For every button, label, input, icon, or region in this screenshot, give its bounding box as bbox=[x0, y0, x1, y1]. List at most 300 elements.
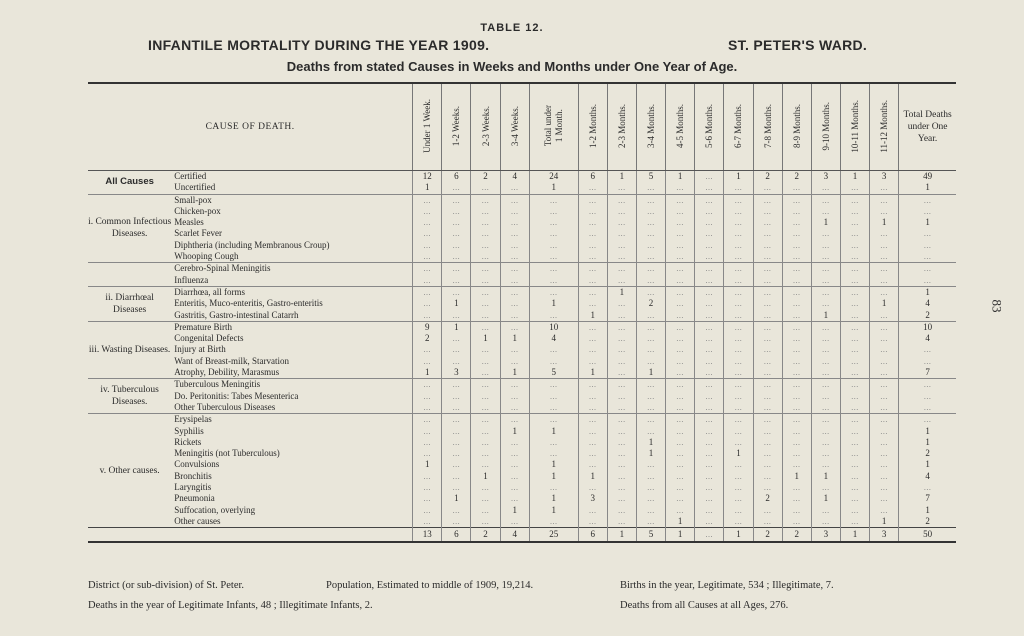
table-cell: ... bbox=[695, 391, 724, 402]
table-cell: ... bbox=[529, 275, 578, 287]
table-cell: ... bbox=[413, 414, 442, 426]
table-cell: ... bbox=[811, 321, 840, 333]
table-cell: ... bbox=[840, 426, 869, 437]
table-cell: ... bbox=[811, 286, 840, 298]
table-cell: ... bbox=[500, 240, 529, 251]
table-cell: ... bbox=[607, 263, 636, 275]
table-cell: ... bbox=[782, 182, 811, 194]
table-cell: ... bbox=[607, 194, 636, 206]
table-row bbox=[88, 263, 956, 275]
table-cell: ... bbox=[840, 182, 869, 194]
table-cell: ... bbox=[636, 344, 665, 355]
table-cell: 1 bbox=[811, 217, 840, 228]
table-row bbox=[88, 459, 956, 470]
total-cell: 13 bbox=[413, 528, 442, 543]
table-cell: ... bbox=[782, 286, 811, 298]
table-cell: ... bbox=[529, 344, 578, 355]
table-cell: ... bbox=[695, 263, 724, 275]
table-cell: 4 bbox=[899, 298, 956, 309]
table-cell: 1 bbox=[899, 286, 956, 298]
table-cell: ... bbox=[811, 263, 840, 275]
table-cell: ... bbox=[578, 505, 607, 516]
table-cell: ... bbox=[413, 426, 442, 437]
table-cell: ... bbox=[471, 516, 500, 528]
table-cell: ... bbox=[695, 448, 724, 459]
table-cell: 1 bbox=[870, 217, 899, 228]
table-cell: ... bbox=[578, 321, 607, 333]
table-row bbox=[88, 391, 956, 402]
table-cell: ... bbox=[578, 448, 607, 459]
group-label: iv. Tuberculous Diseases. bbox=[88, 379, 171, 414]
table-cell: 2 bbox=[782, 171, 811, 183]
cause-label: Congenital Defects bbox=[174, 333, 244, 344]
cause-label: Injury at Birth bbox=[174, 344, 226, 355]
table-cell: ... bbox=[442, 459, 471, 470]
cause-label: Pneumonia bbox=[174, 493, 215, 504]
table-cell: ... bbox=[870, 437, 899, 448]
table-cell: ... bbox=[636, 182, 665, 194]
table-cell: ... bbox=[724, 217, 753, 228]
table-cell: ... bbox=[636, 194, 665, 206]
total-cell: 3 bbox=[870, 528, 899, 543]
total-cell: 2 bbox=[782, 528, 811, 543]
table-cell: 1 bbox=[811, 471, 840, 482]
footer-line-1 bbox=[88, 580, 834, 591]
table-cell: ... bbox=[578, 182, 607, 194]
table-cell: ... bbox=[695, 437, 724, 448]
table-row bbox=[88, 182, 956, 194]
table-cell: ... bbox=[413, 194, 442, 206]
table-cell: 1 bbox=[782, 471, 811, 482]
table-cell: ... bbox=[870, 459, 899, 470]
table-cell: ... bbox=[695, 217, 724, 228]
table-cell: ... bbox=[442, 333, 471, 344]
cause-label: Premature Birth bbox=[171, 321, 412, 333]
table-cell: 1 bbox=[899, 217, 956, 228]
table-cell: ... bbox=[899, 379, 956, 391]
table-cell: ... bbox=[899, 275, 956, 287]
table-cell: ... bbox=[471, 321, 500, 333]
table-cell: 1 bbox=[899, 505, 956, 516]
table-cell: 1 bbox=[500, 367, 529, 379]
table-cell: ... bbox=[840, 240, 869, 251]
table-cell: ... bbox=[578, 286, 607, 298]
cause-label: Tuberculous Meningitis bbox=[171, 379, 412, 391]
table-cell: ... bbox=[578, 206, 607, 217]
cause-label: Certified bbox=[174, 171, 207, 181]
table-cell: ... bbox=[636, 356, 665, 367]
table-cell: ... bbox=[753, 321, 782, 333]
table-cell: ... bbox=[666, 206, 695, 217]
table-row bbox=[88, 448, 956, 459]
table-cell: ... bbox=[500, 251, 529, 263]
table-cell: ... bbox=[782, 206, 811, 217]
table-cell: ... bbox=[724, 367, 753, 379]
table-cell: ... bbox=[782, 493, 811, 504]
table-cell: 1 bbox=[724, 171, 753, 183]
table-cell: ... bbox=[442, 182, 471, 194]
cause-label: Enteritis, Muco-enteritis, Gastro-enteritis bbox=[174, 298, 323, 309]
table-cell: 2 bbox=[899, 448, 956, 459]
table-cell: ... bbox=[753, 182, 782, 194]
table-cell: ... bbox=[666, 437, 695, 448]
table-cell: 1 bbox=[899, 437, 956, 448]
table-cell: ... bbox=[442, 356, 471, 367]
total-header: Total Deaths under One Year. bbox=[899, 83, 956, 171]
table-cell: ... bbox=[695, 367, 724, 379]
table-cell: ... bbox=[753, 448, 782, 459]
table-cell: 10 bbox=[529, 321, 578, 333]
table-cell: ... bbox=[442, 505, 471, 516]
table-cell: ... bbox=[471, 414, 500, 426]
table-cell: ... bbox=[636, 263, 665, 275]
table-cell: ... bbox=[840, 321, 869, 333]
table-cell: ... bbox=[500, 275, 529, 287]
table-cell: ... bbox=[500, 228, 529, 239]
cause-label: Syphilis bbox=[174, 425, 204, 436]
table-cell: 1 bbox=[666, 516, 695, 528]
table-cell: ... bbox=[753, 516, 782, 528]
table-cell: ... bbox=[695, 482, 724, 493]
cause-label: Atrophy, Debility, Marasmus bbox=[174, 367, 280, 378]
table-cell: ... bbox=[870, 286, 899, 298]
table-cell: ... bbox=[636, 391, 665, 402]
table-cell: 1 bbox=[413, 367, 442, 379]
table-cell: ... bbox=[695, 414, 724, 426]
table-cell: ... bbox=[471, 402, 500, 414]
total-cell: 1 bbox=[840, 528, 869, 543]
table-cell: ... bbox=[870, 482, 899, 493]
table-cell: ... bbox=[753, 414, 782, 426]
table-cell: ... bbox=[529, 217, 578, 228]
table-cell: 1 bbox=[413, 182, 442, 194]
cause-label: Whooping Cough bbox=[174, 251, 239, 262]
table-cell: ... bbox=[840, 459, 869, 470]
table-cell: ... bbox=[607, 321, 636, 333]
period-header: 4-5 Months. bbox=[666, 83, 695, 171]
table-cell: ... bbox=[607, 333, 636, 344]
table-cell: ... bbox=[636, 310, 665, 322]
table-cell: ... bbox=[840, 493, 869, 504]
table-row bbox=[88, 493, 956, 504]
table-cell: ... bbox=[724, 206, 753, 217]
table-cell: 1 bbox=[500, 505, 529, 516]
table-label: TABLE 12. bbox=[480, 22, 544, 34]
table-cell: ... bbox=[753, 471, 782, 482]
table-row bbox=[88, 482, 956, 493]
table-cell: ... bbox=[840, 228, 869, 239]
table-cell: ... bbox=[413, 251, 442, 263]
period-header: 10-11 Months. bbox=[840, 83, 869, 171]
table-cell: ... bbox=[636, 333, 665, 344]
table-cell: 1 bbox=[471, 471, 500, 482]
table-cell: ... bbox=[578, 217, 607, 228]
table-cell: ... bbox=[724, 240, 753, 251]
table-cell: ... bbox=[840, 437, 869, 448]
table-cell: ... bbox=[899, 194, 956, 206]
table-cell: 1 bbox=[442, 298, 471, 309]
table-cell: ... bbox=[870, 426, 899, 437]
cause-label: Cerebro-Spinal Meningitis bbox=[171, 263, 412, 275]
table-cell: ... bbox=[753, 356, 782, 367]
table-cell: ... bbox=[607, 414, 636, 426]
table-cell: ... bbox=[500, 206, 529, 217]
table-cell: ... bbox=[870, 379, 899, 391]
table-cell: ... bbox=[607, 206, 636, 217]
table-cell: ... bbox=[782, 367, 811, 379]
table-cell: ... bbox=[899, 414, 956, 426]
table-row bbox=[88, 194, 956, 206]
table-cell: 2 bbox=[471, 171, 500, 183]
table-row bbox=[88, 505, 956, 516]
table-cell: ... bbox=[529, 391, 578, 402]
cause-label: Erysipelas bbox=[171, 414, 412, 426]
cause-label: Suffocation, overlying bbox=[174, 504, 256, 515]
table-cell: ... bbox=[724, 516, 753, 528]
table-cell: ... bbox=[870, 471, 899, 482]
table-cell: ... bbox=[870, 448, 899, 459]
cause-label: Influenza bbox=[174, 274, 209, 285]
table-cell: ... bbox=[811, 367, 840, 379]
table-cell: 7 bbox=[899, 367, 956, 379]
period-header: Total under 1 Month. bbox=[529, 83, 578, 171]
table-cell: ... bbox=[695, 493, 724, 504]
table-row bbox=[88, 321, 956, 333]
table-cell: ... bbox=[442, 414, 471, 426]
table-cell: ... bbox=[500, 310, 529, 322]
table-cell: ... bbox=[607, 240, 636, 251]
table-cell: ... bbox=[840, 298, 869, 309]
table-cell: ... bbox=[413, 356, 442, 367]
table-cell: ... bbox=[782, 251, 811, 263]
table-cell: ... bbox=[529, 206, 578, 217]
table-cell: ... bbox=[500, 298, 529, 309]
table-cell: 24 bbox=[529, 171, 578, 183]
table-cell: ... bbox=[840, 391, 869, 402]
table-cell: ... bbox=[753, 402, 782, 414]
table-cell: 2 bbox=[899, 310, 956, 322]
table-cell: ... bbox=[782, 194, 811, 206]
table-cell: ... bbox=[782, 263, 811, 275]
table-cell: ... bbox=[413, 286, 442, 298]
table-cell: ... bbox=[724, 414, 753, 426]
table-row bbox=[88, 206, 956, 217]
table-cell: ... bbox=[899, 344, 956, 355]
table-cell: ... bbox=[578, 459, 607, 470]
table-cell: ... bbox=[724, 344, 753, 355]
table-cell: 1 bbox=[811, 493, 840, 504]
table-cell: ... bbox=[471, 505, 500, 516]
table-cell: ... bbox=[782, 391, 811, 402]
table-cell: ... bbox=[529, 263, 578, 275]
table-cell: ... bbox=[529, 228, 578, 239]
page-title: INFANTILE MORTALITY DURING THE YEAR 1909. bbox=[148, 37, 490, 53]
table-cell: ... bbox=[578, 275, 607, 287]
table-cell: 1 bbox=[636, 448, 665, 459]
table-cell: 1 bbox=[607, 171, 636, 183]
table-cell: ... bbox=[724, 356, 753, 367]
cause-label: Gastritis, Gastro-intestinal Catarrh bbox=[174, 309, 299, 320]
footer-line-2 bbox=[88, 600, 956, 611]
table-cell: 4 bbox=[500, 171, 529, 183]
table-cell: ... bbox=[695, 505, 724, 516]
table-cell: ... bbox=[413, 263, 442, 275]
table-cell: ... bbox=[413, 493, 442, 504]
table-cell: ... bbox=[529, 516, 578, 528]
table-row bbox=[88, 228, 956, 239]
table-cell: ... bbox=[607, 437, 636, 448]
table-cell: ... bbox=[529, 448, 578, 459]
table-cell: ... bbox=[811, 448, 840, 459]
table-cell: ... bbox=[666, 310, 695, 322]
totals-spacer bbox=[88, 528, 413, 543]
table-row bbox=[88, 171, 956, 183]
table-cell: ... bbox=[782, 516, 811, 528]
table-cell: 1 bbox=[811, 310, 840, 322]
cause-label: Diarrhœa, all forms bbox=[171, 286, 412, 298]
table-cell: 1 bbox=[442, 321, 471, 333]
table-cell: ... bbox=[753, 275, 782, 287]
table-cell: ... bbox=[753, 263, 782, 275]
table-cell: 1 bbox=[636, 367, 665, 379]
table-cell: ... bbox=[607, 402, 636, 414]
table-cell: ... bbox=[666, 263, 695, 275]
table-cell: ... bbox=[753, 426, 782, 437]
table-cell: 1 bbox=[636, 437, 665, 448]
table-cell: ... bbox=[666, 505, 695, 516]
table-cell: ... bbox=[695, 426, 724, 437]
table-cell: ... bbox=[471, 206, 500, 217]
group-label bbox=[88, 263, 171, 287]
table-cell: ... bbox=[471, 251, 500, 263]
table-cell: ... bbox=[870, 493, 899, 504]
table-cell: ... bbox=[500, 321, 529, 333]
table-cell: ... bbox=[607, 275, 636, 287]
table-cell: 2 bbox=[899, 516, 956, 528]
table-cell: ... bbox=[500, 493, 529, 504]
table-cell: ... bbox=[529, 356, 578, 367]
table-cell: ... bbox=[607, 228, 636, 239]
table-cell: ... bbox=[753, 240, 782, 251]
table-cell: 7 bbox=[899, 493, 956, 504]
table-cell: ... bbox=[607, 516, 636, 528]
table-cell: ... bbox=[695, 206, 724, 217]
table-cell: ... bbox=[666, 493, 695, 504]
table-cell: ... bbox=[870, 505, 899, 516]
cause-label: Laryngitis bbox=[174, 482, 212, 493]
table-cell: ... bbox=[695, 402, 724, 414]
table-cell: ... bbox=[695, 286, 724, 298]
table-cell: ... bbox=[782, 275, 811, 287]
cause-label: Chicken-pox bbox=[174, 205, 221, 216]
table-cell: ... bbox=[753, 206, 782, 217]
cause-label: Other Tuberculous Diseases bbox=[174, 401, 276, 412]
table-cell: ... bbox=[442, 516, 471, 528]
table-cell: ... bbox=[471, 275, 500, 287]
table-cell: ... bbox=[870, 240, 899, 251]
table-cell: ... bbox=[782, 426, 811, 437]
table-cell: ... bbox=[724, 298, 753, 309]
table-row bbox=[88, 402, 956, 414]
table-cell: ... bbox=[500, 182, 529, 194]
table-cell: ... bbox=[870, 275, 899, 287]
table-cell: ... bbox=[811, 298, 840, 309]
table-cell: ... bbox=[578, 228, 607, 239]
table-row bbox=[88, 356, 956, 367]
table-cell: ... bbox=[442, 482, 471, 493]
period-header: Under 1 Week. bbox=[413, 83, 442, 171]
table-cell: ... bbox=[529, 251, 578, 263]
table-cell: ... bbox=[695, 471, 724, 482]
table-cell: ... bbox=[782, 459, 811, 470]
table-cell: ... bbox=[636, 286, 665, 298]
table-cell: ... bbox=[666, 251, 695, 263]
table-cell: ... bbox=[782, 414, 811, 426]
table-cell: ... bbox=[471, 286, 500, 298]
total-cell: 6 bbox=[578, 528, 607, 543]
table-cell: ... bbox=[899, 402, 956, 414]
table-cell: ... bbox=[782, 344, 811, 355]
table-cell: ... bbox=[500, 516, 529, 528]
period-header: 3-4 Months. bbox=[636, 83, 665, 171]
table-cell: ... bbox=[899, 240, 956, 251]
table-cell: 4 bbox=[529, 333, 578, 344]
table-cell: ... bbox=[811, 414, 840, 426]
table-cell: ... bbox=[811, 402, 840, 414]
table-cell: ... bbox=[870, 402, 899, 414]
table-cell: ... bbox=[695, 194, 724, 206]
table-cell: ... bbox=[870, 344, 899, 355]
total-cell: 6 bbox=[442, 528, 471, 543]
table-cell: ... bbox=[782, 240, 811, 251]
table-cell: ... bbox=[442, 402, 471, 414]
table-cell: ... bbox=[666, 391, 695, 402]
table-cell: 3 bbox=[870, 171, 899, 183]
table-cell: ... bbox=[840, 286, 869, 298]
table-cell: 12 bbox=[413, 171, 442, 183]
table-cell: ... bbox=[636, 275, 665, 287]
table-cell: ... bbox=[666, 182, 695, 194]
table-cell: ... bbox=[413, 437, 442, 448]
all-deaths-text: Deaths from all Causes at all Ages, 276. bbox=[620, 600, 789, 611]
table-cell: ... bbox=[413, 482, 442, 493]
table-cell: ... bbox=[666, 356, 695, 367]
table-cell: ... bbox=[695, 459, 724, 470]
table-cell: ... bbox=[500, 356, 529, 367]
table-cell: 1 bbox=[529, 505, 578, 516]
table-cell: ... bbox=[724, 391, 753, 402]
table-cell: ... bbox=[500, 482, 529, 493]
table-cell: ... bbox=[442, 437, 471, 448]
table-row bbox=[88, 333, 956, 344]
table-cell: ... bbox=[471, 356, 500, 367]
table-cell: 5 bbox=[529, 367, 578, 379]
table-cell: 1 bbox=[840, 171, 869, 183]
table-cell: ... bbox=[695, 333, 724, 344]
table-cell: ... bbox=[607, 482, 636, 493]
table-cell: ... bbox=[840, 206, 869, 217]
table-cell: ... bbox=[636, 240, 665, 251]
table-cell: ... bbox=[695, 298, 724, 309]
table-cell: 2 bbox=[753, 171, 782, 183]
table-cell: ... bbox=[840, 344, 869, 355]
table-cell: 2 bbox=[636, 298, 665, 309]
table-cell: ... bbox=[724, 437, 753, 448]
table-cell: ... bbox=[753, 310, 782, 322]
table-cell: ... bbox=[811, 182, 840, 194]
table-cell: ... bbox=[753, 228, 782, 239]
table-cell: ... bbox=[471, 482, 500, 493]
